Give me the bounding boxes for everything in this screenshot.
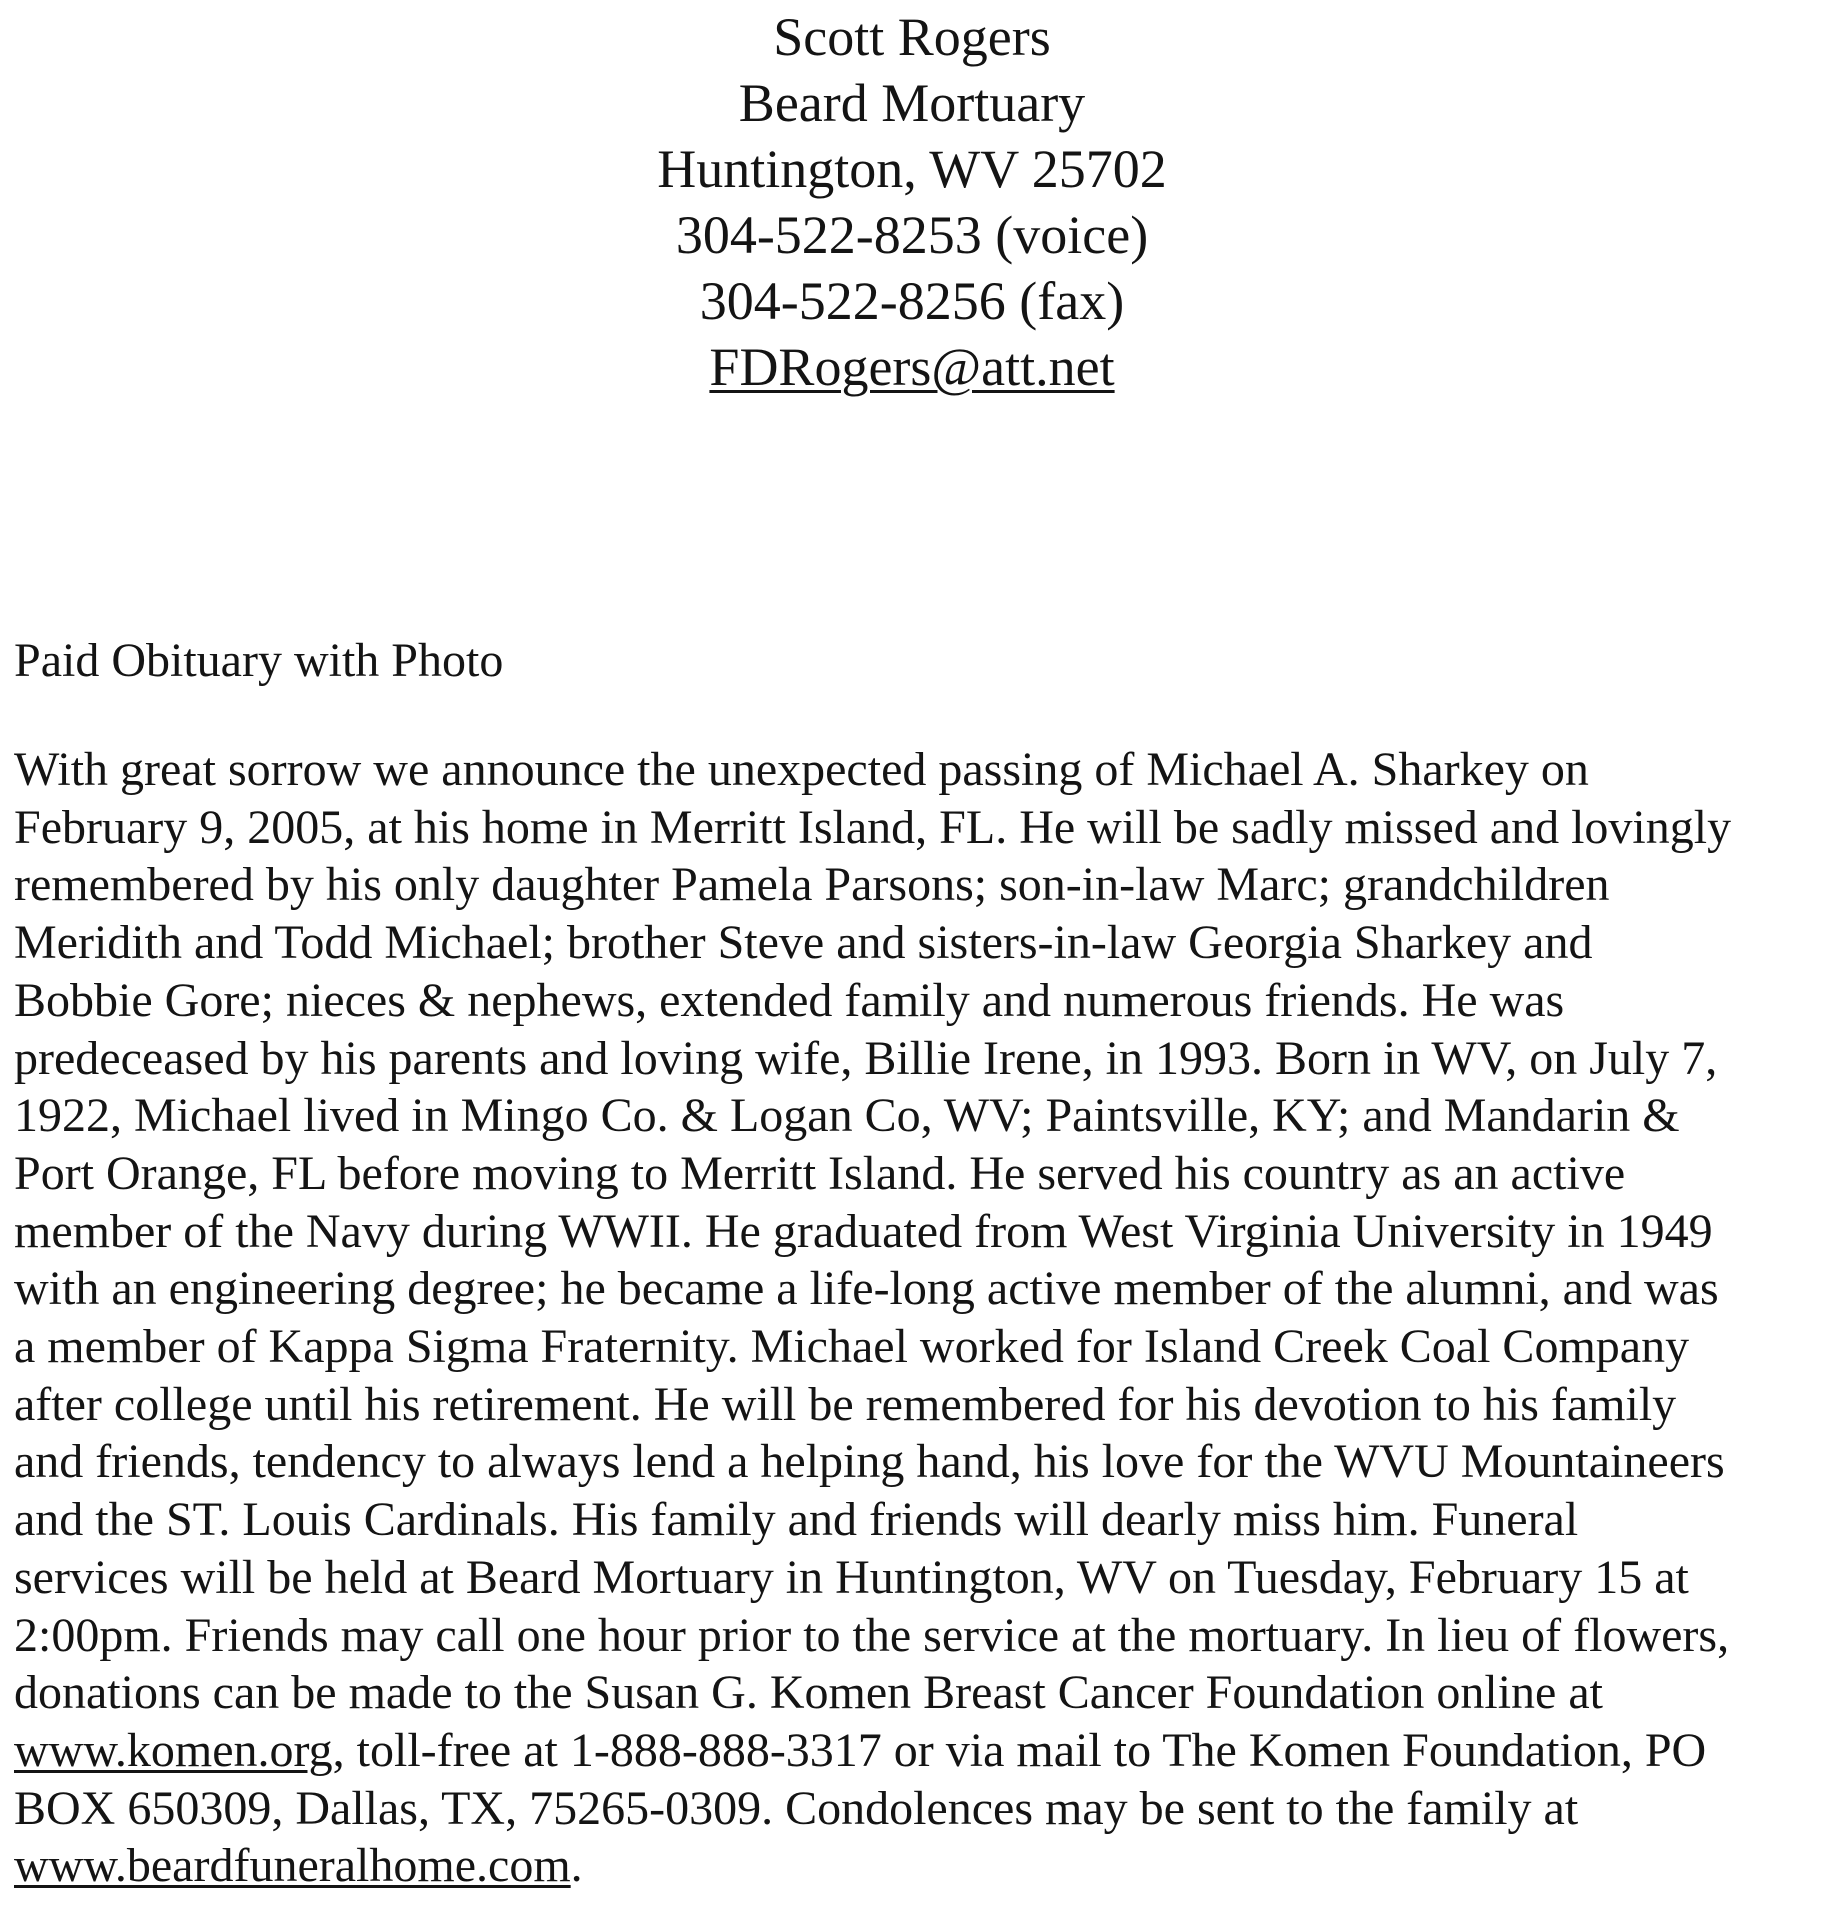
- fax-phone: 304-522-8256 (fax): [699, 271, 1125, 331]
- body-line-address: BOX 650309, Dallas, TX, 75265-0309. Condolences may be sent to the family at: [14, 1781, 1579, 1835]
- body-line: after college until his retirement. He will be remembered for his devotion to his family: [14, 1377, 1677, 1431]
- body-line: remembered by his only daughter Pamela Parsons; son-in-law Marc; grandchildren: [14, 858, 1610, 912]
- body-line: and friends, tendency to always lend a helping hand, his love for the WVU Mountaineers: [14, 1435, 1725, 1489]
- email-link[interactable]: FDRogers@att.net: [709, 337, 1115, 397]
- voice-phone: 304-522-8253 (voice): [675, 205, 1149, 265]
- beard-funeral-home-link[interactable]: www.beardfuneralhome.com: [14, 1839, 571, 1893]
- obituary-body: [14, 741, 1814, 1895]
- city-state-zip: Huntington, WV 25702: [657, 139, 1167, 199]
- body-line: member of the Navy during WWII. He graduated from West Virginia University in 1949: [14, 1204, 1713, 1258]
- body-line: Port Orange, FL before moving to Merritt Island. He served his country as an active: [14, 1146, 1626, 1200]
- contact-header: [0, 4, 1824, 400]
- body-line: February 9, 2005, at his home in Merritt Island, FL. He will be sadly missed and lovingly: [14, 800, 1732, 854]
- body-line: and the ST. Louis Cardinals. His family and friends will dearly miss him. Funeral: [14, 1493, 1579, 1547]
- body-line: With great sorrow we announce the unexpected passing of Michael A. Sharkey on: [14, 743, 1589, 796]
- final-period: .: [570, 1839, 583, 1893]
- body-line: services will be held at Beard Mortuary in Huntington, WV on Tuesday, February 15 at: [14, 1550, 1689, 1604]
- komen-link[interactable]: www.komen.org: [14, 1723, 333, 1777]
- komen-details: , toll-free at 1-888-888-3317 or via mail to The Komen Foundation, PO: [332, 1723, 1707, 1777]
- body-line: 2:00pm. Friends may call one hour prior to the service at the mortuary. In lieu of flowers,: [14, 1608, 1730, 1662]
- body-line: donations can be made to the Susan G. Komen Breast Cancer Foundation online at: [14, 1666, 1603, 1720]
- body-line: predeceased by his parents and loving wife, Billie Irene, in 1993. Born in WV, on July 7,: [14, 1031, 1718, 1085]
- body-line: Bobbie Gore; nieces & nephews, extended family and numerous friends. He was: [14, 973, 1565, 1027]
- body-line-website: [14, 1837, 1814, 1895]
- body-line: 1922, Michael lived in Mingo Co. & Logan Co, WV; Paintsville, KY; and Mandarin &: [14, 1089, 1680, 1143]
- body-line: a member of Kappa Sigma Fraternity. Michael worked for Island Creek Coal Company: [14, 1320, 1690, 1374]
- contact-name: Scott Rogers: [773, 7, 1051, 67]
- business-name: Beard Mortuary: [738, 73, 1086, 133]
- body-line: with an engineering degree; he became a life-long active member of the alumni, and was: [14, 1262, 1719, 1316]
- section-title: Paid Obituary with Photo: [14, 634, 504, 687]
- body-line-komen: [14, 1722, 1814, 1780]
- body-line: Meridith and Todd Michael; brother Steve and sisters-in-law Georgia Sharkey and: [14, 916, 1593, 970]
